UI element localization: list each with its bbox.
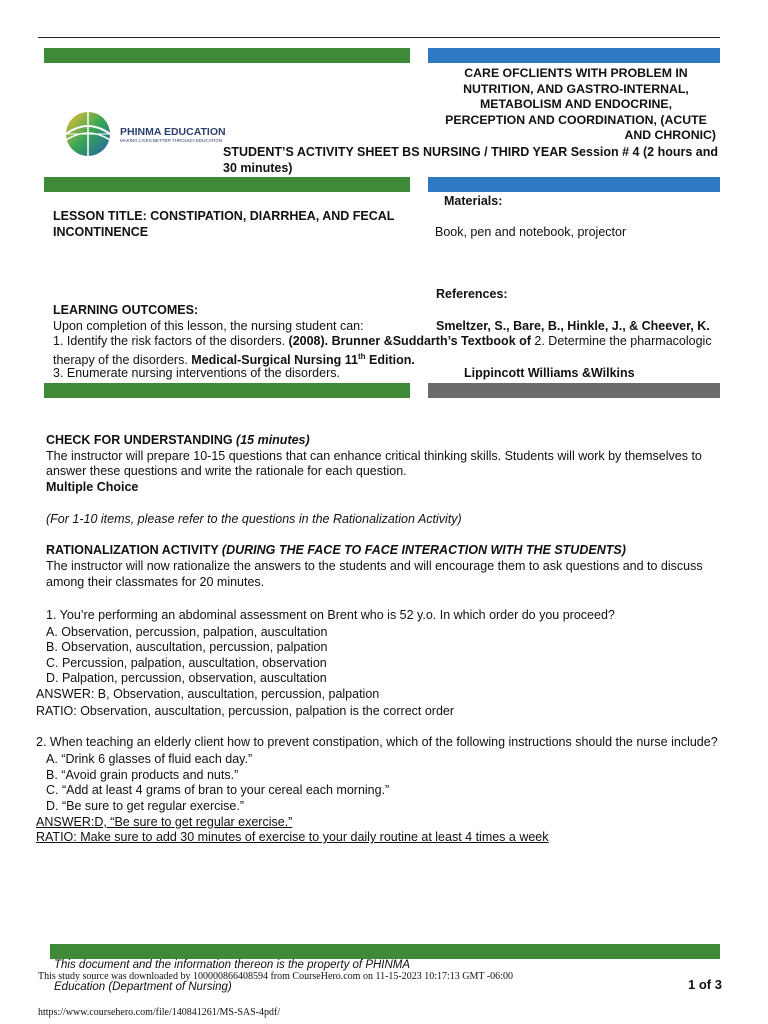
logo-text: PHINMA EDUCATION: [120, 126, 226, 138]
rationalization-line2: among their classmates for 20 minutes.: [46, 575, 265, 589]
sheet-title-line1: STUDENT’S ACTIVITY SHEET BS NURSING / THIRD YEAR Session # 4 (2 hours and: [223, 145, 718, 159]
check-note: (For 1-10 items, please refer to the questions in the Rationalization Activity): [46, 512, 462, 526]
outcome-text: therapy of the disorders.: [53, 353, 192, 368]
q2-option-b: B. “Avoid grain products and nuts.”: [46, 768, 239, 782]
rationalization-heading: [46, 543, 626, 559]
q1-option-a: A. Observation, percussion, palpation, auscultation: [46, 625, 328, 639]
materials-label: Materials:: [444, 194, 503, 208]
superscript: th: [358, 352, 366, 361]
outcome-line1: [53, 334, 712, 350]
materials-value: Book, pen and notebook, projector: [435, 225, 627, 239]
question-2: 2. When teaching an elderly client how to prevent constipation, which of the following instructions should the nurse include?: [36, 735, 718, 749]
q1-option-d: D. Palpation, percussion, observation, auscultation: [46, 671, 327, 685]
section-green-bar: [44, 177, 410, 192]
footer-green-bar: [50, 944, 720, 959]
logo-tagline: MAKING LIVES BETTER THROUGH EDUCATION: [120, 138, 223, 143]
reference-text: Medical-Surgical Nursing 11: [191, 353, 358, 368]
section-green-bar-2: [44, 383, 410, 398]
lesson-title-line2: INCONTINENCE: [53, 225, 149, 239]
property-line1: This document and the information thereon is the property of PHINMA: [54, 959, 411, 971]
header-green-bar: [44, 48, 410, 63]
check-text-line2: answer these questions and write the rationale for each question.: [46, 464, 407, 478]
section-blue-bar: [428, 177, 720, 192]
outcome-text: 2. Determine the pharmacologic: [530, 334, 712, 348]
property-line2: Education (Department of Nursing): [54, 981, 232, 993]
outcome-line3: 3. Enumerate nursing interventions of the disorders.: [53, 366, 340, 380]
heading-text: RATIONALIZATION ACTIVITY: [46, 543, 222, 557]
rationalization-line1: The instructor will now rationalize the answers to the students and will encourage them to ask questions and to discuss: [46, 559, 703, 573]
heading-text: CHECK FOR UNDERSTANDING: [46, 433, 237, 447]
lesson-title-line1: LESSON TITLE: CONSTIPATION, DIARRHEA, AND FECAL: [53, 209, 395, 223]
reference-text: Edition.: [365, 353, 415, 368]
course-title-line: NUTRITION, AND GASTRO-INTERNAL,: [463, 81, 689, 96]
phinma-logo-icon: [58, 104, 118, 164]
outcomes-intro: Upon completion of this lesson, the nursing student can:: [53, 319, 364, 333]
download-notice: This study source was downloaded by 100000866408594 from CourseHero.com on 11-15-2023 10:17:13 GMT -06:00: [38, 971, 513, 982]
section-gray-bar: [428, 383, 720, 398]
outcome-text: 1. Identify the risk factors of the disorders.: [53, 334, 289, 348]
q2-option-d: D. “Be sure to get regular exercise.”: [46, 799, 244, 813]
header-blue-bar: [428, 48, 720, 63]
course-title-line: METABOLISM AND ENDOCRINE,: [480, 97, 672, 111]
q2-answer: ANSWER:D, “Be sure to get regular exercise.”: [36, 815, 293, 829]
q1-option-b: B. Observation, auscultation, percussion, palpation: [46, 640, 328, 654]
heading-time: (15 minutes): [236, 433, 310, 447]
q2-option-c: C. “Add at least 4 grams of bran to your cereal each morning.”: [46, 783, 390, 797]
course-title: [436, 66, 716, 144]
sheet-title-line2: 30 minutes): [223, 161, 293, 175]
course-title-line: PERCEPTION AND COORDINATION, (ACUTE: [445, 112, 707, 127]
q1-ratio: RATIO: Observation, auscultation, percussion, palpation is the correct order: [36, 704, 455, 718]
references-label: References:: [436, 287, 508, 301]
reference-publisher: Lippincott Williams &Wilkins: [464, 366, 635, 380]
question-type: Multiple Choice: [46, 480, 139, 494]
learning-outcomes-label: LEARNING OUTCOMES:: [53, 303, 199, 317]
question-1: 1. You’re performing an abdominal assessment on Brent who is 52 y.o. In which order do you proceed?: [46, 608, 615, 622]
check-heading: [46, 433, 310, 449]
reference-authors: Smeltzer, S., Bare, B., Hinkle, J., & Cheever, K.: [436, 319, 710, 333]
source-url[interactable]: https://www.coursehero.com/file/140841261/MS-SAS-4pdf/: [38, 1007, 281, 1018]
reference-text: (2008). Brunner &Suddarth’s Textbook of: [288, 334, 531, 348]
top-rule: [38, 37, 720, 38]
page-number: 1 of 3: [688, 977, 722, 992]
check-text-line1: The instructor will prepare 10-15 questions that can enhance critical thinking skills. Students will work by themselves to: [46, 449, 702, 463]
q2-option-a: A. “Drink 6 glasses of fluid each day.”: [46, 752, 253, 766]
course-title-line: AND CHRONIC): [624, 128, 716, 142]
q1-option-c: C. Percussion, palpation, auscultation, observation: [46, 656, 327, 670]
heading-note: (DURING THE FACE TO FACE INTERACTION WITH THE STUDENTS): [221, 543, 626, 557]
course-title-line: CARE OFCLIENTS WITH PROBLEM IN: [464, 66, 688, 80]
q1-answer: ANSWER: B, Observation, auscultation, percussion, palpation: [36, 687, 380, 701]
q2-ratio: RATIO: Make sure to add 30 minutes of exercise to your daily routine at least 4 times a week: [36, 830, 549, 844]
